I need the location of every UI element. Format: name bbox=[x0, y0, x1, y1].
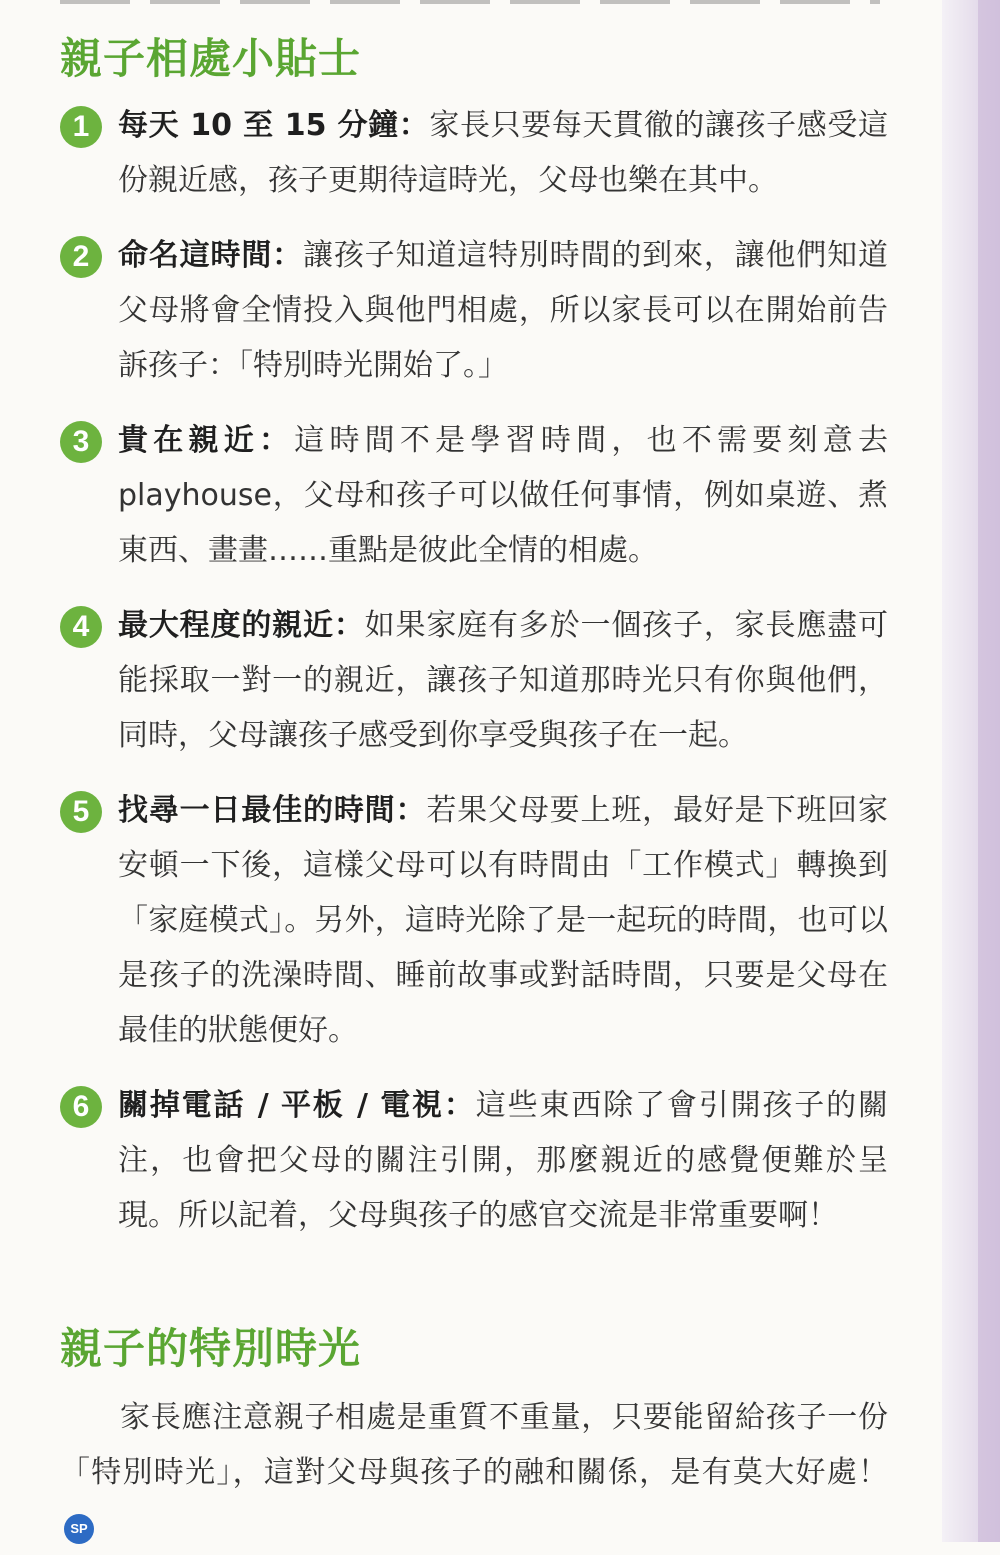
right-decorative-strip bbox=[978, 0, 1000, 1542]
number-5-icon: 5 bbox=[60, 791, 102, 833]
tip-title: 命名這時間： bbox=[118, 238, 303, 273]
top-edge-text-remnant bbox=[60, 0, 880, 4]
number-1-icon: 1 bbox=[60, 106, 102, 148]
number-2-icon: 2 bbox=[60, 236, 102, 278]
tip-item bbox=[60, 598, 888, 763]
tip-text: 這些東西除了會引開孩子的關注，也會把父母的關注引開，那麼親近的感覺便難於呈現。所以記着，父母與孩子的感官交流是非常重要啊！ bbox=[118, 1088, 888, 1233]
sp-logo-icon: SP bbox=[64, 1514, 94, 1544]
tip-title: 貴在親近： bbox=[118, 423, 295, 458]
number-4-icon: 4 bbox=[60, 606, 102, 648]
tip-item bbox=[60, 98, 888, 208]
special-time-paragraph bbox=[60, 1390, 888, 1555]
tip-text: 如果家庭有多於一個孩子，家長應盡可能採取一對一的親近，讓孩子知道那時光只有你與他們，同時，父母讓孩子感受到你享受與孩子在一起。 bbox=[118, 608, 889, 753]
tip-text: 讓孩子知道這特別時間的到來，讓他們知道父母將會全情投入與他門相處，所以家長可以在開始前告訴孩子：「特別時光開始了。」 bbox=[118, 238, 888, 383]
tip-text: 這時間不是學習時間，也不需要刻意去playhouse，父母和孩子可以做任何事情，例如桌遊、煮東西、畫畫……重點是彼此全情的相處。 bbox=[118, 423, 889, 568]
tip-title: 找尋一日最佳的時間： bbox=[118, 793, 427, 828]
tip-text: 家長只要每天貫徹的讓孩子感受這份親近感，孩子更期待這時光，父母也樂在其中。 bbox=[118, 108, 888, 198]
tip-item bbox=[60, 783, 888, 1058]
number-6-icon: 6 bbox=[60, 1086, 102, 1128]
tips-list bbox=[60, 98, 888, 1263]
section-heading-tips: 親子相處小貼士 bbox=[60, 34, 362, 83]
tip-title: 最大程度的親近： bbox=[118, 608, 365, 643]
tip-title: 關掉電話 / 平板 / 電視： bbox=[118, 1088, 476, 1123]
section-heading-special-time: 親子的特別時光 bbox=[60, 1324, 362, 1373]
tip-item bbox=[60, 413, 888, 578]
tip-title: 每天 10 至 15 分鐘： bbox=[118, 108, 430, 143]
tip-text: 若果父母要上班，最好是下班回家安頓一下後，這樣父母可以有時間由「工作模式」轉換到「家庭模式」。另外，這時光除了是一起玩的時間，也可以是孩子的洗澡時間、睡前故事或對話時間，只要是父母在最佳的狀態便好。 bbox=[118, 793, 889, 1048]
tip-item bbox=[60, 1078, 888, 1243]
paragraph-text: 家長應注意親子相處是重質不重量，只要能留給孩子一份「特別時光」，這對父母與孩子的融和關係，是有莫大好處！ bbox=[60, 1400, 888, 1490]
tip-item bbox=[60, 228, 888, 393]
number-3-icon: 3 bbox=[60, 421, 102, 463]
